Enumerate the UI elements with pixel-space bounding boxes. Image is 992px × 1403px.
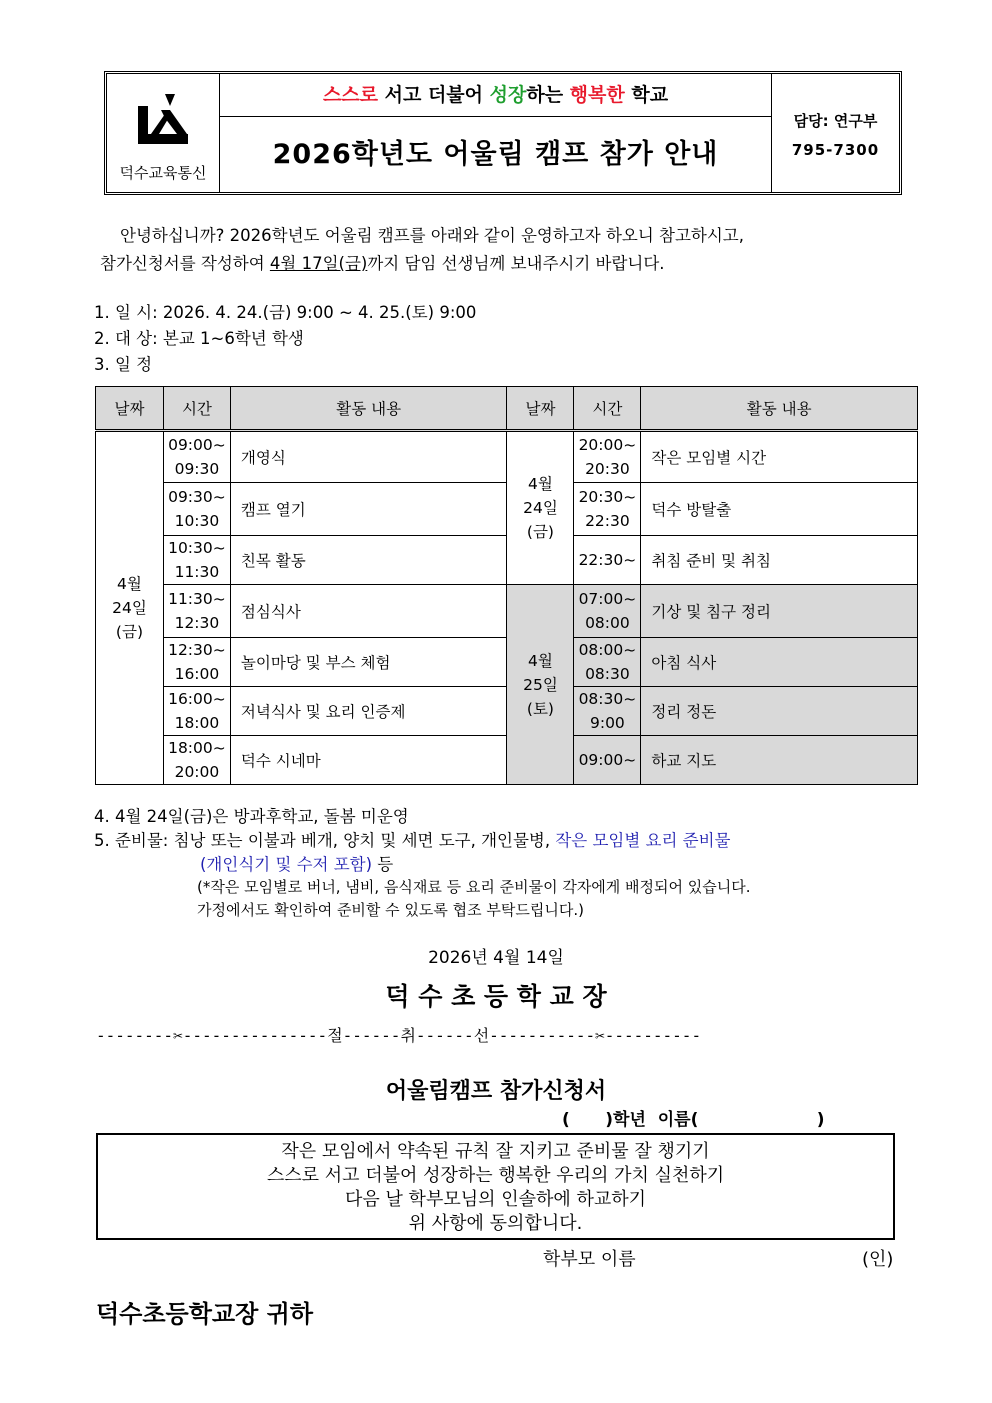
form-title: 어울림캠프 참가신청서	[385, 1079, 607, 1104]
contact-dept: 담당: 연구부	[793, 112, 878, 130]
motto-part: 성장	[489, 84, 527, 106]
time-cell: 20:00~ 20:30	[574, 431, 641, 483]
date-cell-right-fri: 4월 24일 (금)	[507, 431, 574, 585]
consent-line: 스스로 서고 더불어 성장하는 행복한 우리의 가치 실천하기	[266, 1165, 725, 1186]
contact-phone: 795-7300	[791, 141, 880, 159]
date-cell-right-sat: 4월 25일 (토)	[507, 585, 574, 785]
table-row	[96, 431, 918, 483]
school-logo	[107, 74, 220, 192]
time-cell: 07:00~ 08:00	[574, 585, 641, 638]
intro-text: 참가신청서를 작성하여	[100, 254, 270, 273]
consent-box	[96, 1133, 895, 1240]
note-supplies-cont	[200, 851, 393, 875]
seal-mark: (인)	[862, 1249, 894, 1270]
activity-cell: 친목 활동	[230, 536, 507, 585]
time-cell: 12:30~ 16:00	[163, 638, 230, 687]
activity-cell: 개영식	[230, 431, 507, 483]
activity-cell: 놀이마당 및 부스 체험	[230, 638, 507, 687]
table-row	[96, 585, 918, 638]
remark-line-1: (*작은 모임별로 버너, 냄비, 음식재료 등 요리 준비물이 각자에게 배정되어 있습니다.	[197, 878, 751, 896]
intro-line-2	[100, 250, 900, 278]
activity-cell: 작은 모임별 시간	[641, 431, 918, 483]
motto-part: 하는	[526, 84, 570, 106]
column-header: 날짜	[507, 387, 574, 431]
supplies-highlight: (개인식기 및 수저 포함)	[200, 855, 373, 874]
document-title: 2026학년도 어울림 캠프 참가 안내	[272, 139, 719, 170]
activity-cell: 덕수 시네마	[230, 736, 507, 785]
date-cell-left	[96, 431, 164, 785]
date-month: 4월	[117, 575, 142, 593]
motto-part: 서고 더불어	[378, 84, 490, 106]
item-target: 2. 대 상: 본교 1~6학년 학생	[94, 329, 304, 348]
time-cell: 09:00~	[574, 736, 641, 785]
column-header: 시간	[574, 387, 641, 431]
consent-line: 다음 날 학부모님의 인솔하에 하교하기	[344, 1189, 647, 1210]
intro-line-1: 안녕하십니까? 2026학년도 어울림 캠프를 아래와 같이 운영하고자 하오니 참고하시고,	[120, 226, 744, 245]
motto-part: 행복한	[569, 84, 625, 106]
consent-line: 작은 모임에서 약속된 규칙 잘 지키고 준비물 잘 챙기기	[281, 1141, 710, 1162]
column-header: 활동 내용	[230, 387, 507, 431]
time-cell: 08:00~ 08:30	[574, 638, 641, 687]
time-cell: 22:30~	[574, 536, 641, 585]
addressee: 덕수초등학교장 귀하	[96, 1300, 314, 1328]
date-day: 24일	[112, 599, 147, 617]
item-date: 1. 일 시: 2026. 4. 24.(금) 9:00 ~ 4. 25.(토) 9:00	[94, 303, 477, 322]
consent-line: 위 사항에 동의합니다.	[408, 1213, 583, 1234]
motto-part: 학교	[624, 84, 669, 106]
intro-text: 까지 담임 선생님께 보내주시기 바랍니다.	[367, 254, 665, 273]
school-motto	[220, 74, 771, 117]
supplies-highlight: 작은 모임별 요리 준비물	[555, 831, 731, 850]
time-cell: 10:30~ 11:30	[163, 536, 230, 585]
cut-line: --------✂---------------절------취------선-----------✂----------	[96, 1026, 702, 1045]
issue-date: 2026년 4월 14일	[428, 948, 564, 968]
time-cell: 08:30~ 9:00	[574, 687, 641, 736]
newsletter-header	[104, 71, 902, 195]
table-header-row	[96, 387, 918, 431]
grade-name-field[interactable]: ( )학년 이름( )	[562, 1110, 825, 1130]
time-cell: 09:00~ 09:30	[163, 431, 230, 483]
item-schedule: 3. 일 정	[94, 355, 153, 374]
supplies-text: 5. 준비물: 침낭 또는 이불과 베개, 양치 및 세면 도구, 개인물병,	[94, 831, 556, 850]
activity-cell: 기상 및 침구 정리	[641, 585, 918, 638]
remark-line-2: 가정에서도 확인하여 준비할 수 있도록 협조 부탁드립니다.)	[197, 901, 584, 919]
activity-cell: 하교 지도	[641, 736, 918, 785]
activity-cell: 저녁식사 및 요리 인증제	[230, 687, 507, 736]
activity-cell: 정리 정돈	[641, 687, 918, 736]
schedule-table	[95, 386, 918, 785]
time-cell: 09:30~ 10:30	[163, 483, 230, 536]
table-row	[96, 736, 918, 785]
logo-text: 덕수교육통신	[119, 164, 207, 182]
activity-cell: 취침 준비 및 취침	[641, 536, 918, 585]
activity-cell: 점심식사	[230, 585, 507, 638]
column-header: 활동 내용	[641, 387, 918, 431]
intro-paragraph	[100, 222, 900, 278]
parent-name-label[interactable]: 학부모 이름	[543, 1249, 636, 1270]
column-header: 날짜	[96, 387, 164, 431]
time-cell: 11:30~ 12:30	[163, 585, 230, 638]
contact-info	[772, 74, 899, 192]
table-row	[96, 483, 918, 536]
date-weekday: (금)	[115, 623, 143, 641]
time-cell: 16:00~ 18:00	[163, 687, 230, 736]
activity-cell: 캠프 열기	[230, 483, 507, 536]
principal-signature: 덕 수 초 등 학 교 장	[385, 982, 607, 1011]
motto-part: 스스로	[322, 84, 378, 106]
column-header: 시간	[163, 387, 230, 431]
table-row	[96, 638, 918, 687]
activity-cell: 덕수 방탈출	[641, 483, 918, 536]
activity-cell: 아침 식사	[641, 638, 918, 687]
note-supplies	[94, 827, 730, 851]
school-emblem-icon	[135, 92, 191, 154]
supplies-text: 등	[372, 855, 394, 874]
time-cell: 20:30~ 22:30	[574, 483, 641, 536]
table-row	[96, 536, 918, 585]
deadline-date: 4월 17일(금)	[269, 254, 368, 273]
time-cell: 18:00~ 20:00	[163, 736, 230, 785]
note-no-afterschool: 4. 4월 24일(금)은 방과후학교, 돌봄 미운영	[94, 807, 409, 826]
table-row	[96, 687, 918, 736]
